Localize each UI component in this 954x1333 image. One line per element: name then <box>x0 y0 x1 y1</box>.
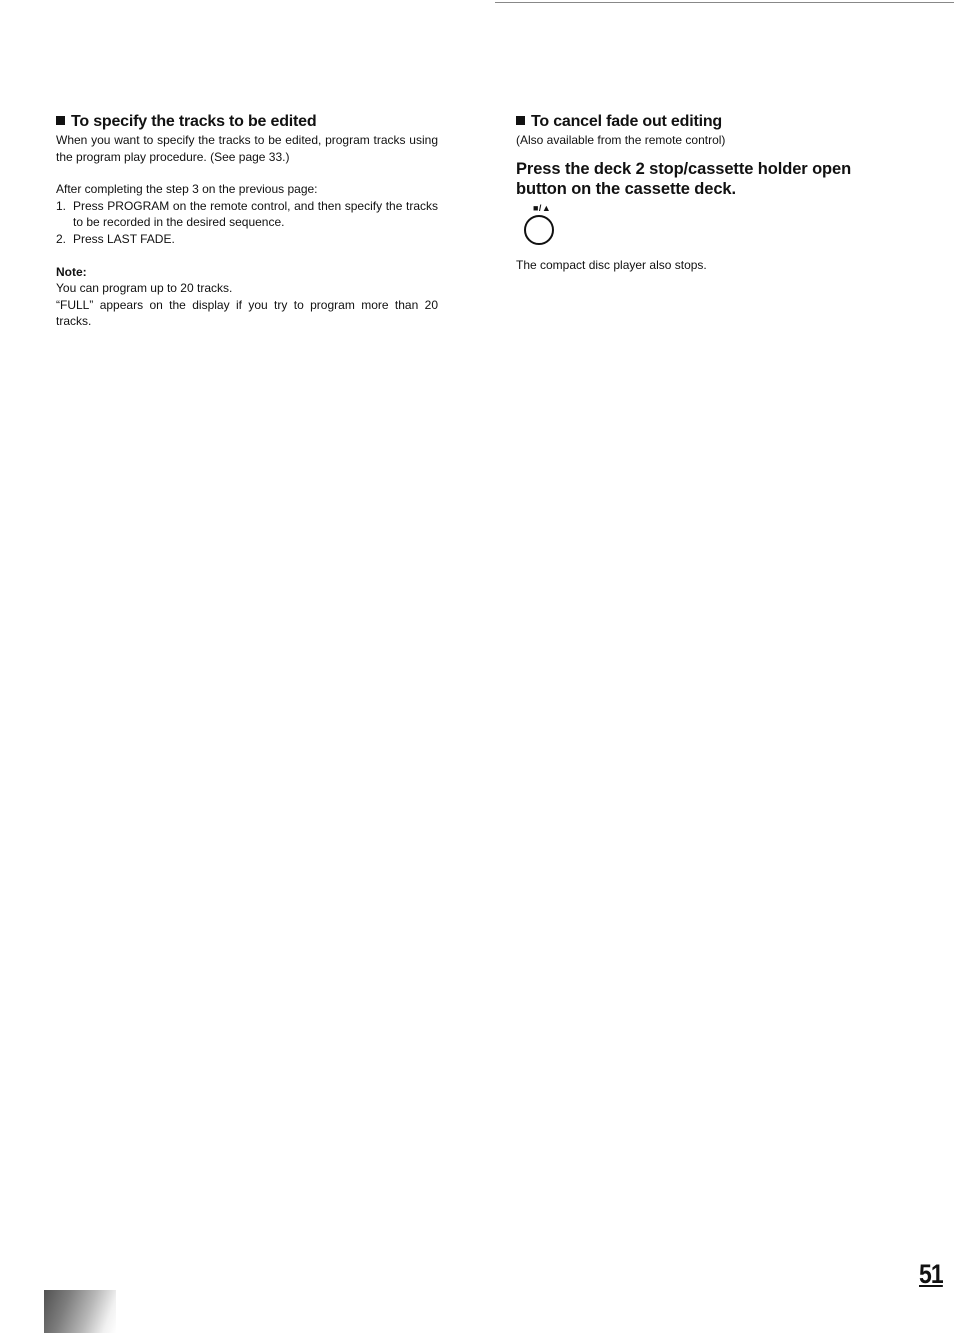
cancel-fade-heading-text: To cancel fade out editing <box>531 113 722 130</box>
specify-tracks-heading-text: To specify the tracks to be edited <box>71 113 317 130</box>
steps-list <box>56 198 438 248</box>
specify-tracks-intro: When you want to specify the tracks to be edited, program tracks using the program play procedure. (See page 33.) <box>56 133 438 164</box>
step-number: 1. <box>56 198 67 213</box>
step-number: 2. <box>56 231 67 246</box>
note-label: Note: <box>56 265 87 279</box>
square-bullet-icon <box>516 116 525 125</box>
result-text: The compact disc player also stops. <box>516 257 707 272</box>
page-number: 51 <box>919 1259 943 1289</box>
remote-availability-note: (Also available from the remote control) <box>516 133 726 147</box>
square-bullet-icon <box>56 116 65 125</box>
step-item <box>56 231 438 248</box>
stop-eject-button-icon <box>524 215 554 245</box>
note-line: “FULL” appears on the display if you try to program more than 20 tracks. <box>56 297 438 328</box>
cancel-fade-heading <box>516 112 900 132</box>
note-line: You can program up to 20 tracks. <box>56 281 233 295</box>
step-item <box>56 198 438 231</box>
instruction-text: Press the deck 2 stop/cassette holder open button on the cassette deck. <box>516 159 852 198</box>
left-column <box>56 112 438 330</box>
scan-artifact <box>44 1290 116 1333</box>
stop-eject-label: ■/▲ <box>533 202 552 213</box>
step-text: Press LAST FADE. <box>73 231 175 246</box>
right-column <box>516 112 900 273</box>
step-text: Press PROGRAM on the remote control, and then specify the tracks to be recorded in the desired sequence. <box>73 198 438 229</box>
top-rule <box>495 2 954 3</box>
after-completing-text: After completing the step 3 on the previous page: <box>56 182 318 196</box>
specify-tracks-heading <box>56 112 438 132</box>
